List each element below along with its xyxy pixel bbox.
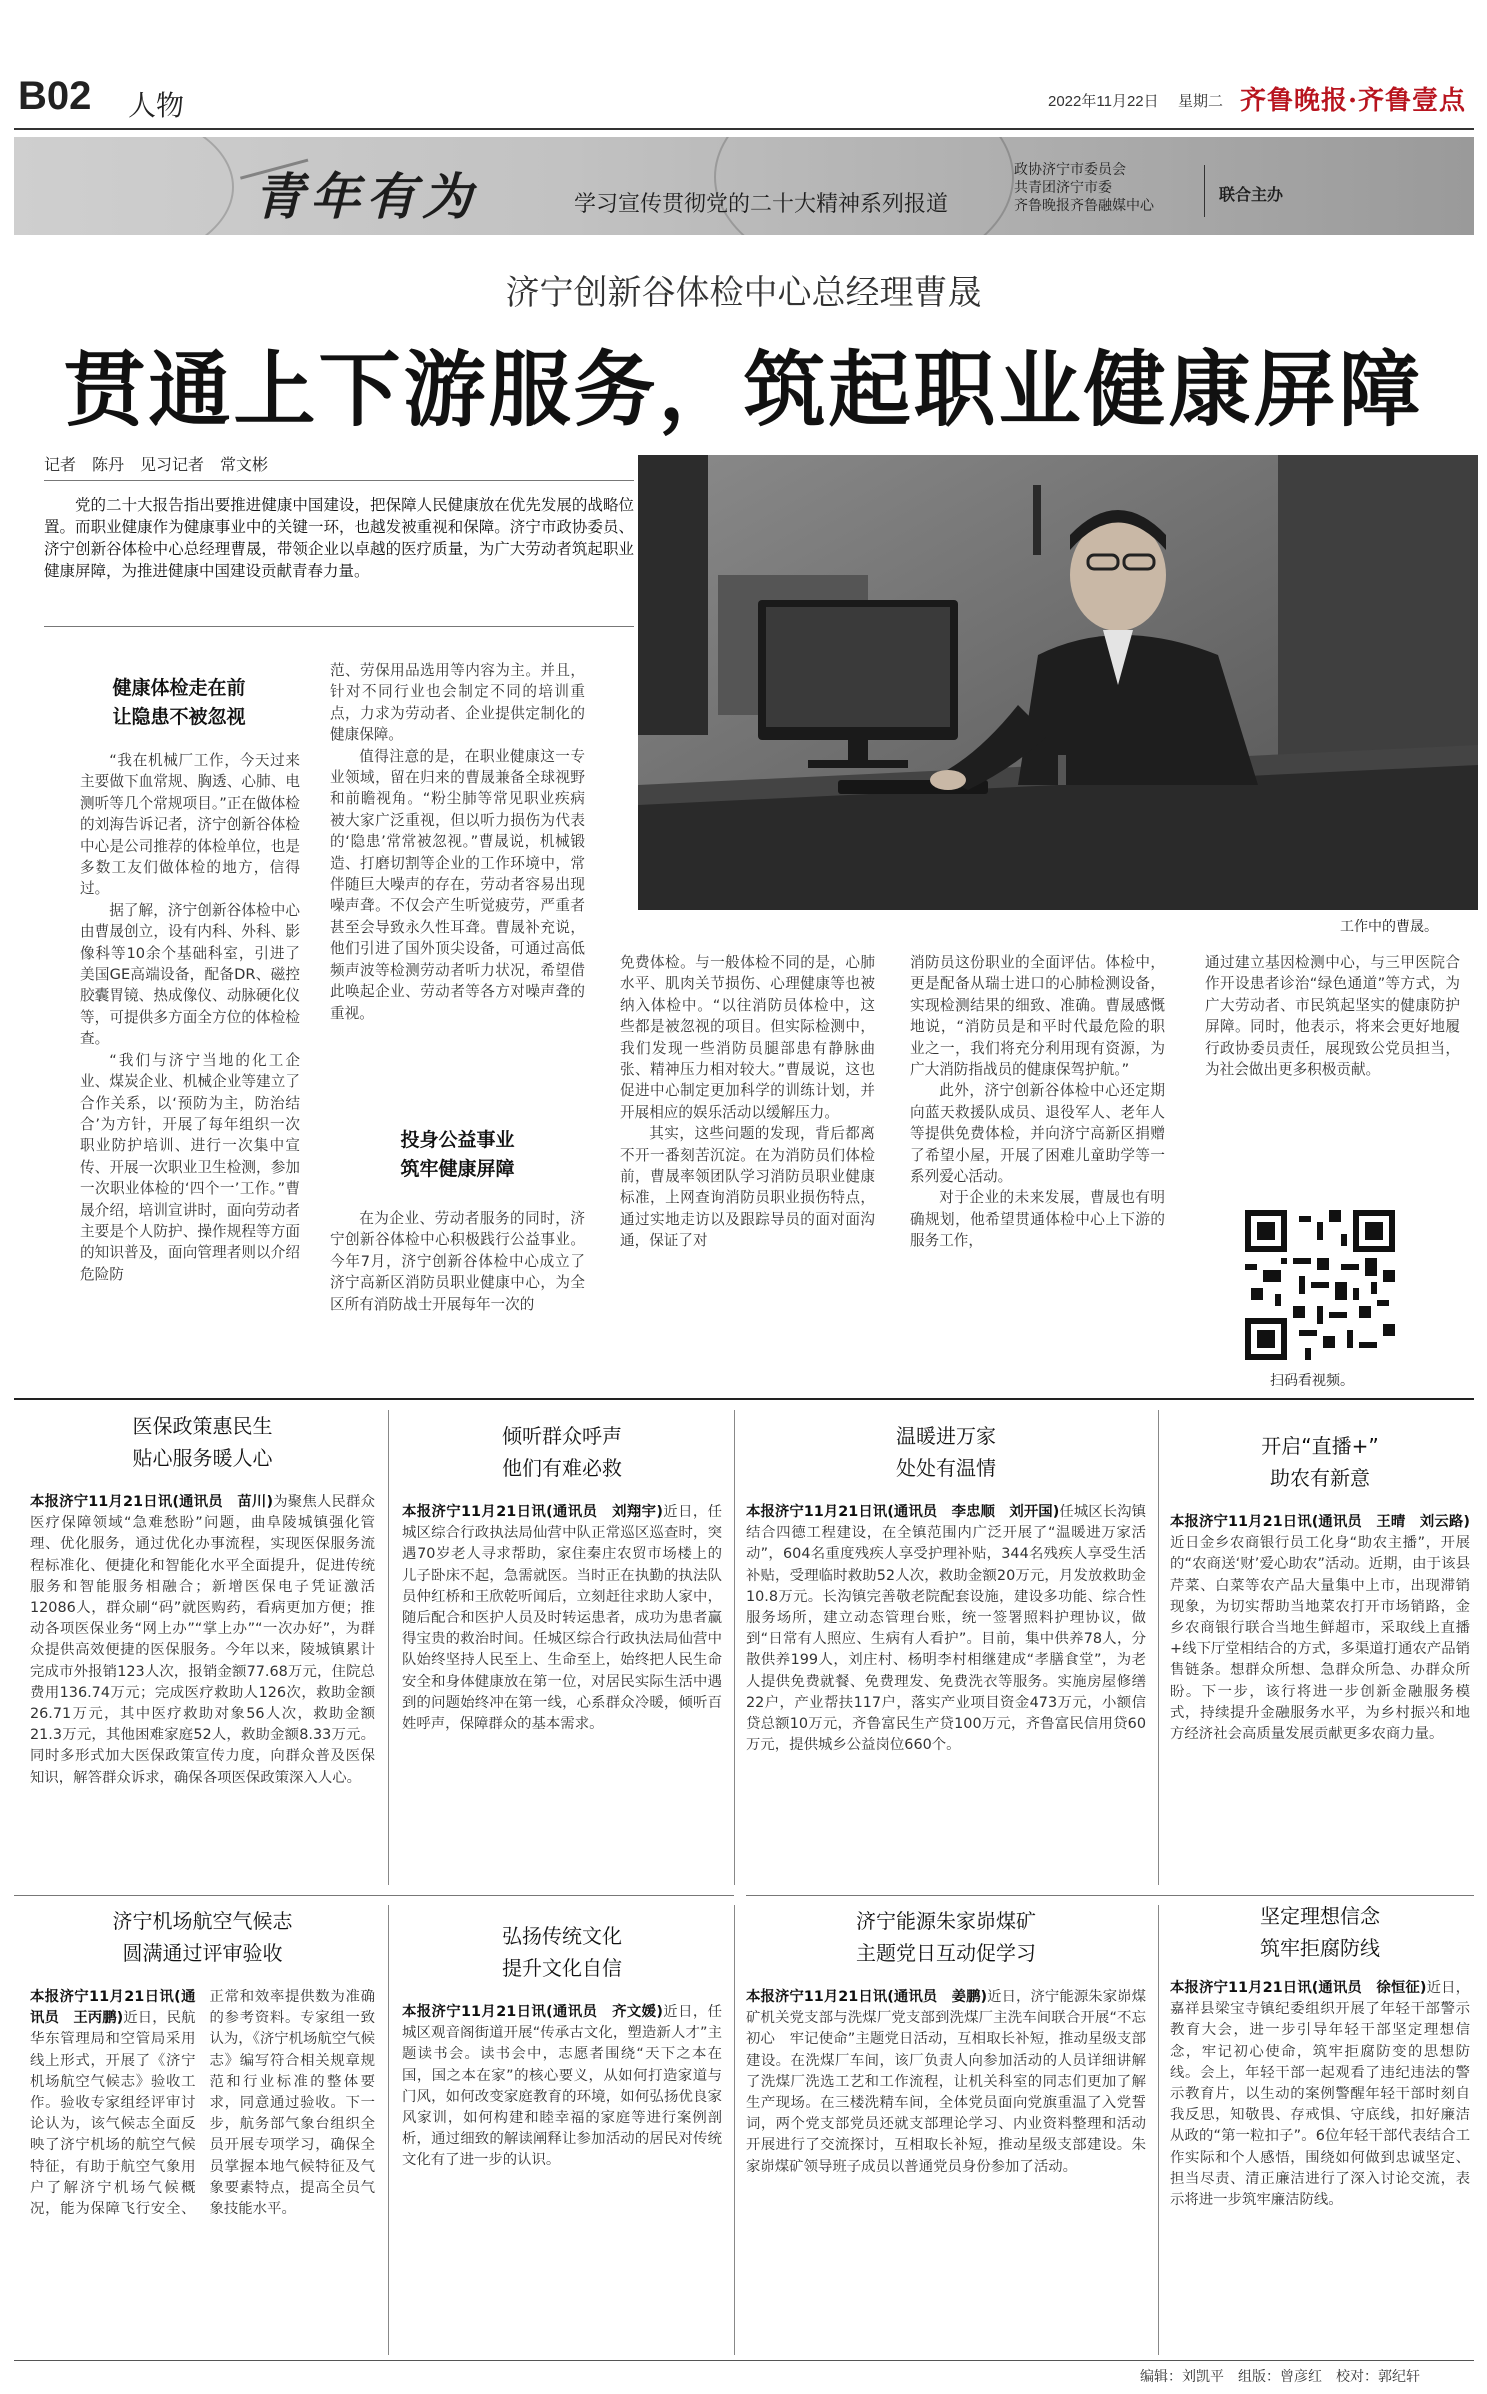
brief-title: 开启“直播+” 助农有新意 — [1261, 1434, 1379, 1490]
subhead-line: 投身公益事业 — [400, 1129, 515, 1151]
column-rule — [734, 1410, 735, 1885]
brief-title: 济宁能源朱家峁煤矿 主题党日互动促学习 — [856, 1909, 1036, 1965]
brief-title: 济宁机场航空气候志 圆满通过评审验收 — [112, 1909, 293, 1965]
subhead-1 — [44, 674, 314, 732]
paragraph: 免费体检。与一般体检不同的是，心肺水平、肌肉关节损伤、心理健康等也被纳入体检中。“以往消防员体检中，这些都是被忽视的项目。但实际检测中，我们发现一些消防员腿部患有静脉曲张、精神压力相对较大。”曹晟说，这也促进中心制定更加科学的训练计划，并开展相应的娱乐活动以缓解压力。 — [620, 954, 875, 1121]
article-photo — [638, 455, 1478, 910]
brief-dateline: 本报济宁11月21日讯(通讯员 刘翔宇) — [402, 1504, 663, 1520]
series-banner — [14, 137, 1474, 235]
section-rule — [14, 1398, 1474, 1400]
paragraph: 通过建立基因检测中心，与三甲医院合作开设患者诊治“绿色通道”等方式，为广大劳动者、市民筑起坚实的健康防护屏障。同时，他表示，将来会更好地履行政协委员责任，展现致公党员担当，为社会做出更多积极贡献。 — [1205, 954, 1460, 1079]
organizer: 政协济宁市委员会 — [1014, 162, 1126, 178]
brief-1 — [30, 1410, 375, 1789]
column-rule — [388, 1410, 389, 1885]
brief-text: 近日金乡农商银行员工化身“助农主播”，开展的“农商送‘财’爱心助农”活动。近期，由于该县芹菜、白菜等农产品大量集中上市，出现滞销现象，为切实帮助当地菜农打开市场销路，金乡农商银行联合当地生鲜超市，采取线上直播+线下厅堂相结合的方式，多渠道打通农产品销售链条。想群众所想、急群众所急、办群众所盼。下一步，该行将进一步创新金融服务模式，持续提升金融服务水平，为乡村振兴和地方经济社会高质量发展贡献更多农商力量。 — [1170, 1535, 1470, 1743]
brief-title: 倾听群众呼声 他们有难必救 — [502, 1424, 622, 1480]
article-headline: 贯通上下游服务，筑起职业健康屏障 — [63, 342, 1424, 438]
photo-illustration — [638, 455, 1478, 910]
paragraph: 在为企业、劳动者服务的同时，济宁创新谷体检中心积极践行公益事业。今年7月，济宁创新谷体检中心成立了济宁高新区消防员职业健康中心，为全区所有消防战士开展每年一次的 — [330, 1210, 585, 1313]
subhead-2 — [330, 1126, 585, 1184]
paragraph: 值得注意的是，在职业健康这一专业领域，留在归来的曹晟兼备全球视野和前瞻视角。“粉尘肺等常见职业疾病被大家广泛重视，但以听力损伤为代表的‘隐患’常常被忽视。”曹晟说，机械锻造、打磨切割等企业的工作环境中，常伴随巨大噪声的存在，劳动者容易出现噪声聋。不仅会产生听觉疲劳，严重者甚至会导致永久性耳聋。曹晟补充说，他们引进了国外顶尖设备，可通过高低频声波等检测劳动者听力状况，希望借此唤起企业、劳动者等各方对噪声聋的重视。 — [330, 747, 585, 1022]
brief-dateline: 本报济宁11月21日讯(通讯员 苗川) — [30, 1494, 274, 1510]
page-number: B02 — [18, 74, 92, 118]
paragraph: 消防员这份职业的全面评估。体检中，更是配备从瑞士进口的心肺检测设备，实现检测结果的细致、准确。曹晟感慨地说，“消防员是和平时代最危险的职业之一，我们将充分利用现有资源，为广大消防指战员的健康保驾护航。” — [910, 954, 1165, 1079]
article-column-2b — [330, 1208, 585, 1315]
banner-organizers — [1014, 161, 1154, 215]
subhead-line: 让隐患不被忽视 — [112, 706, 246, 728]
brief-body — [746, 1502, 1146, 1756]
editor-credits: 编辑：刘凯平 组版：曾彦红 校对：郭纪轩 — [1140, 2369, 1420, 2385]
column-rule — [734, 1905, 735, 2355]
article-kicker: 济宁创新谷体检中心总经理曹晟 — [505, 273, 982, 313]
paragraph: 对于企业的未来发展，曹晟也有明确规划，他希望贯通体检中心上下游的服务工作， — [910, 1189, 1165, 1250]
brief-rule — [746, 1895, 1474, 1896]
banner-host-label: 联合主办 — [1219, 185, 1284, 204]
brief-4 — [1170, 1430, 1470, 1745]
newspaper-logo: 齐鲁晚报·齐鲁壹点 — [1240, 86, 1467, 116]
brief-dateline: 本报济宁11月21日讯(通讯员 王丙鹏) — [30, 1989, 196, 2027]
lead-rule — [44, 480, 634, 481]
column-rule — [388, 1905, 389, 2355]
banner-decor-ring — [714, 137, 1014, 235]
section-name: 人物 — [128, 89, 185, 122]
subhead-line: 健康体检走在前 — [112, 677, 246, 699]
brief-body — [402, 1502, 722, 1735]
lead-rule — [44, 626, 634, 627]
organizer: 齐鲁晚报齐鲁融媒中心 — [1014, 198, 1154, 214]
article-lead: 党的二十大报告指出要推进健康中国建设，把保障人民健康放在优先发展的战略位置。而职业健康作为健康事业中的关键一环，也越发被重视和保障。济宁市政协委员、济宁创新谷体检中心总经理曹晟，带领企业以卓越的医疗质量，为广大劳动者筑起职业健康屏障，为推进健康中国建设贡献青春力量。 — [44, 496, 634, 580]
brief-title: 坚定理想信念 筑牢拒腐防线 — [1260, 1904, 1380, 1960]
brief-text: 近日，济宁能源朱家峁煤矿机关党支部与洗煤厂党支部到洗煤厂主洗车间联合开展“不忘初心 牢记使命”主题党日活动，互相取长补短，推动星级支部建设。在洗煤厂车间，该厂负责人向参加活动的人员详细讲解了洗煤厂洗选工艺和工作流程，让机关科室的同志们更加了解生产现场。在三楼洗精车间，全体党员面向党旗重温了入党誓词，两个党支部党员还就支部理论学习、内业资料整理和活动开展进行了交流探讨，互相取长补短，推动星级支部建设。朱家峁煤矿领导班子成员以普通党员身份参加了活动。 — [746, 1989, 1146, 2175]
brief-8 — [1170, 1900, 1470, 2211]
brief-body — [1170, 1512, 1470, 1745]
brief-text: 近日，民航华东管理局和空管局采用线上形式，开展了《济宁机场航空气候志》验收工作。验收专家组经评审讨论认为，该气候志全面反映了济宁机场的航空气候特征，有助于航空气象用户了解济宁机场气候概况，能为保障飞行安全、正常和效率提供数为准确的参考资料。专家组一致认为，《济宁机场航空气候志》编写符合相关规章规范和行业标准的整体要求，同意通过验收。下一步，航务部气象台组织全员开展专项学习，确保全员掌握本地气候特征及气象要素特点，提高全员气象技能水平。 — [30, 1989, 375, 2218]
qr-code-icon — [1245, 1210, 1395, 1360]
brief-body — [402, 2002, 722, 2172]
brief-2 — [402, 1420, 722, 1735]
brief-5 — [30, 1905, 375, 2327]
banner-title: 青年有为 — [254, 167, 478, 226]
paragraph: “我在机械厂工作，今天过来主要做下血常规、胸透、心肺、电测听等几个常规项目。”正在做体检的刘海告诉记者，济宁创新谷体检中心是公司推荐的体检单位，也是多数工友们做体检的地方，信得过。 — [80, 752, 300, 898]
brief-body — [30, 1987, 375, 2327]
paragraph: “我们与济宁当地的化工企业、煤炭企业、机械企业等建立了合作关系，以‘预防为主，防治结合’为方针，开展了每年组织一次职业防护培训、进行一次集中宣传、开展一次职业卫生检测，参加一次职业体检的‘四个一’工作。”曹晟介绍，培训宣讲时，面向劳动者主要是个人防护、操作规程等方面的知识普及，面向管理者则以介绍危险防 — [80, 1051, 300, 1283]
brief-rule — [14, 1895, 734, 1896]
brief-text: 近日，嘉祥县梁宝寺镇纪委组织开展了年轻干部警示教育大会，进一步引导年轻干部坚定理想信念，牢记初心使命，筑牢拒腐防变的思想防线。会上，年轻干部一起观看了违纪违法的警示教育片，以生动的案例警醒年轻干部时刻自我反思，知敬畏、存戒惧、守底线，扣好廉洁从政的“第一粒扣子”。6位年轻干部代表结合工作实际和个人感悟，围绕如何做到忠诚坚定、担当尽责、清正廉洁进行了深入讨论交流，表示将进一步筑牢廉洁防线。 — [1170, 1980, 1470, 2209]
column-rule — [1158, 1410, 1159, 1885]
banner-decor-ring — [14, 137, 234, 235]
header-rule — [14, 128, 1474, 130]
brief-text: 任城区长沟镇结合四德工程建设，在全镇范围内广泛开展了“温暖进万家活动”，604名重度残疾人享受护理补贴，344名残疾人享受生活补贴，受理临时救助52人次，救助金额20万元，月发放救助金10.8万元。长沟镇完善敬老院配套设施，建设多功能、综合性服务场所，建立动态管理台账，统一签署照料护理协议，做到“日常有人照应、生病有人看护”。目前，集中供养78人，分散供养199人，刘庄村、杨明李村相继建成“孝膳食堂”，为老人提供免费就餐、免费理发、免费洗衣等服务。实施房屋修缮22户，产业帮扶117户，落实产业项目资金473万元，小额信贷总额10万元，齐鲁富民生产贷100万元，齐鲁富民信用贷60万元，提供城乡公益岗位660个。 — [746, 1504, 1146, 1754]
banner-subtitle: 学习宣传贯彻党的二十大精神系列报道 — [574, 192, 949, 217]
brief-body — [30, 1492, 375, 1789]
brief-7 — [746, 1905, 1146, 2178]
article-column-5 — [1205, 952, 1460, 1080]
paragraph: 其实，这些问题的发现，背后都离不开一番刻苦沉淀。在为消防员们体检前，曹晟率领团队学习消防员职业健康标准，上网查询消防员职业损伤特点，通过实地走访以及跟踪导员的面对面沟通，保证了对 — [620, 1125, 875, 1250]
brief-3 — [746, 1420, 1146, 1756]
footer-rule — [14, 2360, 1474, 2361]
brief-title: 温暖进万家 处处有温情 — [896, 1424, 996, 1480]
brief-dateline: 本报济宁11月21日讯(通讯员 齐文媛) — [402, 2004, 663, 2020]
column-rule — [1158, 1905, 1159, 2355]
article-column-1 — [80, 750, 300, 1285]
brief-body — [1170, 1978, 1470, 2211]
subhead-line: 筑牢健康屏障 — [400, 1158, 515, 1180]
brief-title: 医保政策惠民生 贴心服务暖人心 — [132, 1414, 273, 1470]
paragraph: 据了解，济宁创新谷体检中心由曹晟创立，设有内科、外科、影像科等10余个基础科室，引进了美国GE高端设备，配备DR、磁控胶囊胃镜、热成像仪、动脉硬化仪等，可提供多方面全方位的体检检查。 — [80, 901, 300, 1048]
banner-divider — [1204, 165, 1205, 217]
qr-caption: 扫码看视频。 — [1270, 1373, 1354, 1389]
qr-code[interactable] — [1245, 1210, 1395, 1360]
issue-weekday: 星期二 — [1178, 92, 1224, 110]
issue-date: 2022年11月22日 — [1048, 93, 1159, 110]
article-byline: 记者 陈丹 见习记者 常文彬 — [44, 455, 269, 474]
brief-dateline: 本报济宁11月21日讯(通讯员 徐恒征) — [1170, 1980, 1427, 1996]
brief-title: 弘扬传统文化 提升文化自信 — [502, 1924, 622, 1980]
article-column-4 — [910, 952, 1165, 1252]
brief-dateline: 本报济宁11月21日讯(通讯员 王晴 刘云路) — [1170, 1514, 1470, 1530]
brief-6 — [402, 1920, 722, 2172]
photo-caption: 工作中的曹晟。 — [1340, 919, 1438, 935]
brief-dateline: 本报济宁11月21日讯(通讯员 姜鹏) — [746, 1989, 988, 2005]
article-column-3 — [620, 952, 875, 1252]
brief-body — [746, 1987, 1146, 2178]
brief-dateline: 本报济宁11月21日讯(通讯员 李忠顺 刘开国) — [746, 1504, 1060, 1520]
brief-text: 近日，任城区综合行政执法局仙营中队正常巡区巡查时，突遇70岁老人寻求帮助，家住秦庄农贸市场楼上的儿子卧床不起，急需就医。当时正在执勤的执法队员仲红桥和王欣乾听闻后，立刻赶往求助人家中，随后配合和医护人员及时转运患者，成功为患者赢得宝贵的救治时间。任城区综合行政执法局仙营中队始终坚持人民至上、生命至上，始终把人民生命安全和身体健康放在第一位，对居民实际生活中遇到的问题始终冲在第一线，心系群众冷暖，倾听百姓呼声，保障群众的基本需求。 — [402, 1504, 722, 1733]
organizer: 共青团济宁市委 — [1014, 180, 1112, 196]
paragraph: 此外，济宁创新谷体检中心还定期向蓝天救援队成员、退役军人、老年人等提供免费体检，并向济宁高新区捐赠了希望小屋，开展了困难儿童助学等一系列爱心活动。 — [910, 1082, 1165, 1186]
brief-text: 近日，任城区观音阁街道开展“传承古文化，塑造新人才”主题读书会。读书会中，志愿者围绕“天下之本在国，国之本在家”的核心要义，从如何打造家道与门风，如何改变家庭教育的环境，如何弘扬优良家风家训，如何构建和睦幸福的家庭等进行案例剖析，通过细致的解读阐释让参加活动的居民对传统文化有了进一步的认识。 — [402, 2004, 722, 2169]
brief-text: 为聚焦人民群众医疗保障领域“急难愁盼”问题，曲阜陵城镇强化管理、优化服务，通过优化办事流程，实现医保服务流程标准化、便捷化和智能化水平全面提升，促进传统服务和智能服务相融合；新增医保电子凭证激活12086人，群众刷“码”就医购药，看病更加方便；推动各项医保业务“网上办”“掌上办”“一次办好”，为群众提供高效便捷的医保服务。今年以来，陵城镇累计完成市外报销123人次，报销金额77.68万元，住院总费用136.74万元；完成医疗救助人126次，救助金额26.71万元，其中医疗救助对象56人次，救助金额21.3万元，其他困难家庭52人，救助金额8.33万元。同时多形式加大医保政策宣传力度，向群众普及医保知识，解答群众诉求，确保各项医保政策深入人心。 — [30, 1494, 375, 1786]
paragraph: 范、劳保用品选用等内容为主。并且，针对不同行业也会制定不同的培训重点，力求为劳动者、企业提供定制化的健康保障。 — [330, 662, 585, 744]
article-column-2 — [330, 660, 585, 1024]
